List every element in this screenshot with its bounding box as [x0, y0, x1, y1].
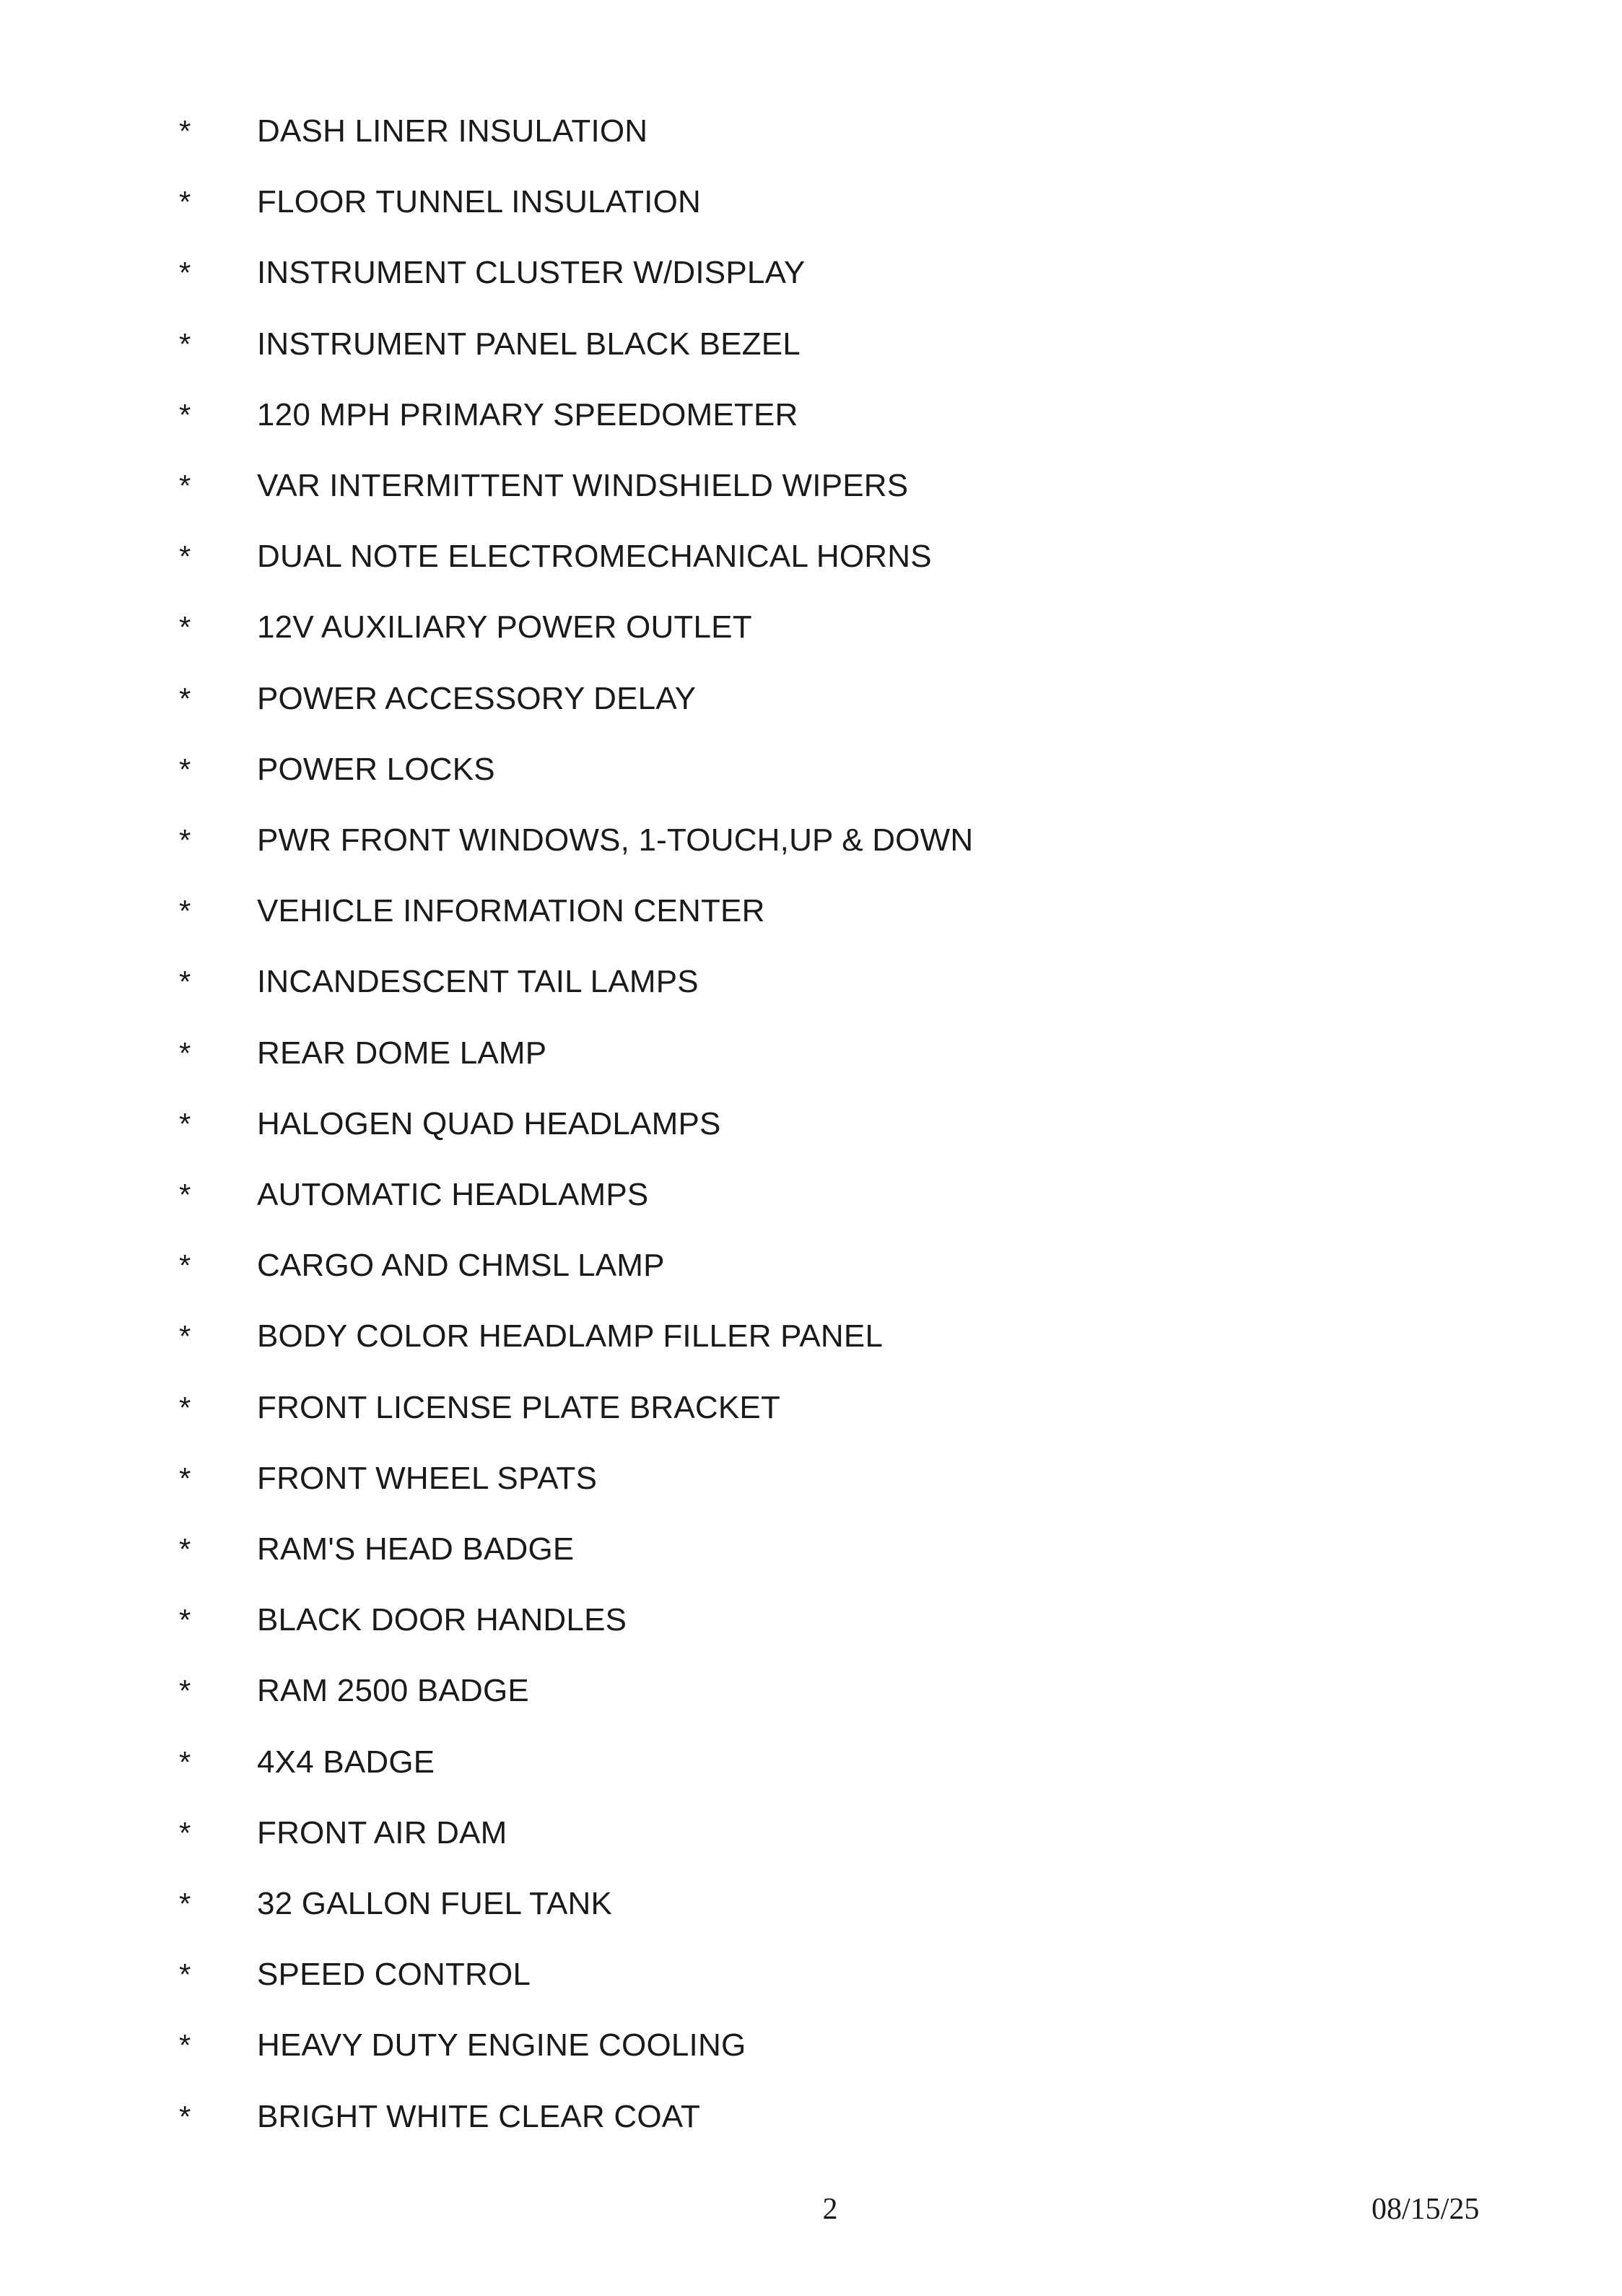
list-item: [0, 890, 1622, 933]
feature-text: SPEED CONTROL: [257, 1957, 531, 1992]
bullet-asterisk: *: [179, 1248, 191, 1282]
list-item: [0, 1669, 1622, 1713]
feature-text: FRONT WHEEL SPATS: [257, 1461, 598, 1496]
list-item: [0, 323, 1622, 366]
bullet-asterisk: *: [179, 894, 191, 928]
bullet-asterisk: *: [179, 682, 191, 716]
bullet-asterisk: *: [179, 1461, 191, 1495]
bullet-asterisk: *: [179, 1107, 191, 1141]
print-date: 08/15/25: [1372, 2193, 1480, 2226]
feature-text: 120 MPH PRIMARY SPEEDOMETER: [257, 397, 798, 432]
bullet-asterisk: *: [179, 327, 191, 361]
bullet-asterisk: *: [179, 114, 191, 148]
feature-text: BRIGHT WHITE CLEAR COAT: [257, 2099, 701, 2134]
feature-text: RAM'S HEAD BADGE: [257, 1531, 575, 1567]
feature-text: HEAVY DUTY ENGINE COOLING: [257, 2027, 746, 2063]
feature-text: VAR INTERMITTENT WINDSHIELD WIPERS: [257, 468, 909, 503]
list-item: [0, 960, 1622, 1004]
bullet-asterisk: *: [179, 1674, 191, 1708]
feature-text: AUTOMATIC HEADLAMPS: [257, 1177, 649, 1212]
list-item: [0, 1173, 1622, 1217]
list-item: [0, 535, 1622, 578]
bullet-asterisk: *: [179, 1745, 191, 1779]
list-item: [0, 1528, 1622, 1571]
list-item: [0, 393, 1622, 437]
feature-text: INSTRUMENT CLUSTER W/DISPLAY: [257, 255, 806, 290]
list-item: [0, 251, 1622, 295]
list-item: [0, 1457, 1622, 1500]
list-item: [0, 1882, 1622, 1926]
list-item: [0, 1386, 1622, 1430]
bullet-asterisk: *: [179, 256, 191, 290]
list-item: [0, 2024, 1622, 2067]
bullet-asterisk: *: [179, 2100, 191, 2134]
list-item: [0, 677, 1622, 721]
bullet-asterisk: *: [179, 1036, 191, 1070]
bullet-asterisk: *: [179, 2028, 191, 2062]
bullet-asterisk: *: [179, 1391, 191, 1425]
feature-text: 12V AUXILIARY POWER OUTLET: [257, 609, 752, 645]
feature-text: CARGO AND CHMSL LAMP: [257, 1248, 665, 1283]
list-item: [0, 1812, 1622, 1855]
feature-text: FRONT LICENSE PLATE BRACKET: [257, 1390, 781, 1425]
list-item: [0, 606, 1622, 649]
bullet-asterisk: *: [179, 965, 191, 999]
list-item: [0, 819, 1622, 862]
bullet-asterisk: *: [179, 610, 191, 644]
feature-text: DASH LINER INSULATION: [257, 113, 648, 149]
feature-text: REAR DOME LAMP: [257, 1035, 547, 1071]
bullet-asterisk: *: [179, 1957, 191, 1991]
bullet-asterisk: *: [179, 1816, 191, 1850]
feature-text: DUAL NOTE ELECTROMECHANICAL HORNS: [257, 539, 932, 574]
bullet-asterisk: *: [179, 1887, 191, 1921]
list-item: [0, 1244, 1622, 1287]
feature-text: PWR FRONT WINDOWS, 1-TOUCH,UP & DOWN: [257, 822, 974, 858]
list-item: [0, 464, 1622, 508]
feature-text: POWER ACCESSORY DELAY: [257, 681, 697, 716]
list-item: [0, 1599, 1622, 1642]
list-item: [0, 748, 1622, 791]
bullet-asterisk: *: [179, 185, 191, 219]
feature-text: 32 GALLON FUEL TANK: [257, 1886, 613, 1921]
bullet-asterisk: *: [179, 1603, 191, 1637]
feature-text: INSTRUMENT PANEL BLACK BEZEL: [257, 326, 801, 362]
bullet-asterisk: *: [179, 469, 191, 503]
feature-text: POWER LOCKS: [257, 752, 495, 787]
bullet-asterisk: *: [179, 1319, 191, 1353]
list-item: [0, 1315, 1622, 1358]
bullet-asterisk: *: [179, 398, 191, 432]
bullet-asterisk: *: [179, 539, 191, 573]
list-item: [0, 1032, 1622, 1075]
list-item: [0, 1103, 1622, 1146]
feature-text: VEHICLE INFORMATION CENTER: [257, 893, 765, 929]
bullet-asterisk: *: [179, 1532, 191, 1566]
feature-text: 4X4 BADGE: [257, 1744, 435, 1780]
feature-text: FRONT AIR DAM: [257, 1815, 507, 1851]
list-item: [0, 1741, 1622, 1784]
feature-text: INCANDESCENT TAIL LAMPS: [257, 964, 699, 999]
feature-text: RAM 2500 BADGE: [257, 1673, 529, 1708]
feature-text: FLOOR TUNNEL INSULATION: [257, 184, 701, 219]
feature-text: BODY COLOR HEADLAMP FILLER PANEL: [257, 1318, 884, 1354]
feature-text: BLACK DOOR HANDLES: [257, 1602, 627, 1638]
list-item: [0, 2095, 1622, 2139]
feature-text: HALOGEN QUAD HEADLAMPS: [257, 1106, 721, 1142]
bullet-asterisk: *: [179, 752, 191, 786]
list-item: [0, 181, 1622, 224]
list-item: [0, 110, 1622, 153]
list-item: [0, 1953, 1622, 1996]
bullet-asterisk: *: [179, 823, 191, 857]
bullet-asterisk: *: [179, 1178, 191, 1212]
page-number: 2: [822, 2193, 838, 2226]
